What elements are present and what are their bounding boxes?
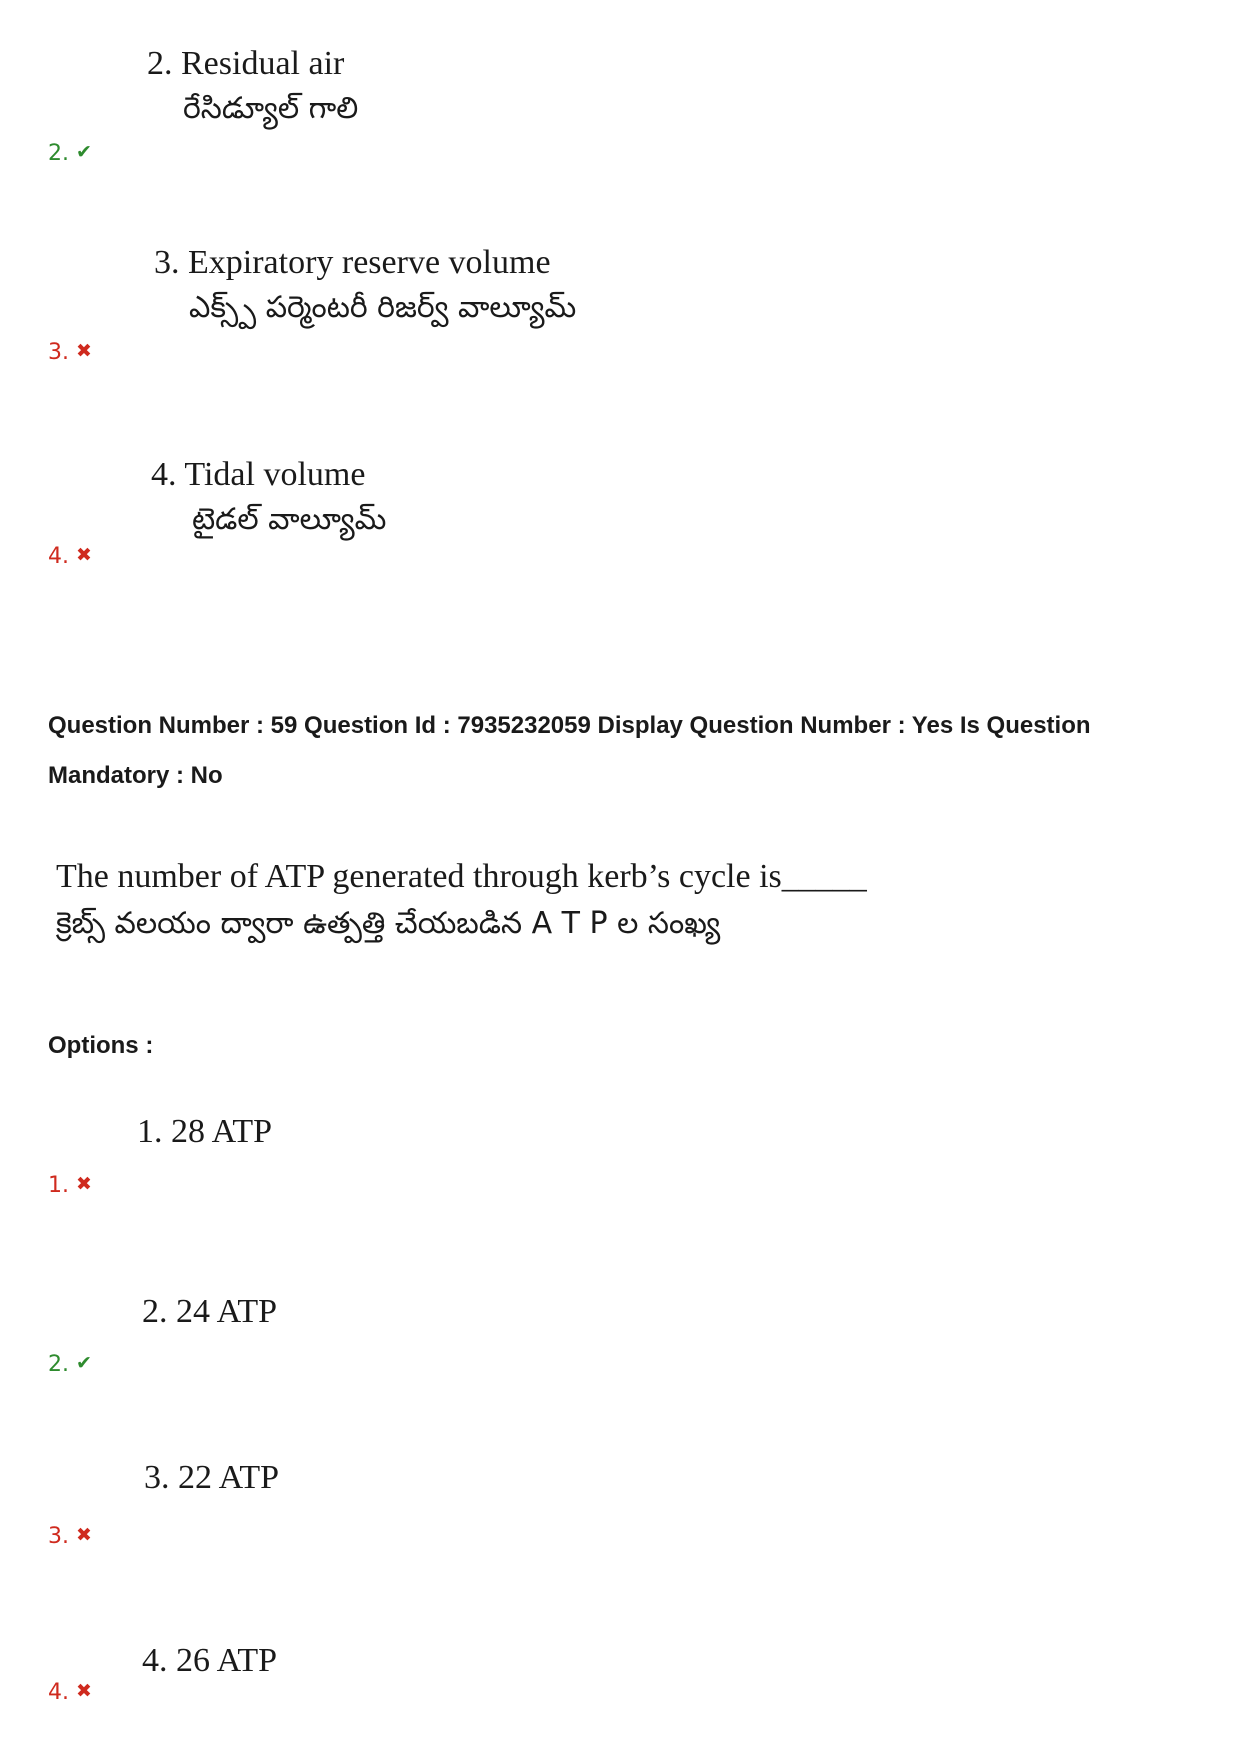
prev-option-telugu-text: టైడల్ వాల్యూమ్	[192, 502, 387, 537]
option-result-marker	[48, 1679, 92, 1705]
option-text: 3. 22 ATP	[144, 1459, 280, 1496]
cross-icon: ✖	[76, 340, 92, 362]
question-header: Question Number : 59 Question Id : 7935232059 Display Question Number : Yes Is Question Mandatory : No	[48, 712, 1091, 789]
prev-option-telugu-text: రేసిడ్యూల్ గాలి	[183, 91, 359, 126]
option-result-marker	[48, 1172, 92, 1198]
option-number-label: 2.	[48, 141, 69, 166]
option-result-marker	[48, 1523, 92, 1549]
question-text: The number of ATP generated through kerb’s cycle is_____	[56, 858, 867, 895]
cross-icon: ✖	[76, 1173, 92, 1195]
prev-option-text: 3. Expiratory reserve volume	[154, 244, 551, 281]
prev-option-text: 4. Tidal volume	[151, 456, 366, 493]
option-number-label: 3.	[48, 340, 69, 365]
option-number-label: 4.	[48, 1680, 69, 1705]
cross-icon: ✖	[76, 544, 92, 566]
cross-icon: ✖	[76, 1680, 92, 1702]
option-text: 1. 28 ATP	[137, 1113, 273, 1150]
option-number-label: 1.	[48, 1173, 69, 1198]
prev-option-result-marker	[48, 140, 92, 166]
prev-option-result-marker	[48, 339, 92, 365]
option-number-label: 2.	[48, 1352, 69, 1377]
prev-option-result-marker	[48, 543, 92, 569]
options-heading: Options :	[48, 1032, 154, 1059]
option-text: 4. 26 ATP	[142, 1642, 278, 1679]
check-icon: ✔	[76, 141, 92, 163]
option-result-marker	[48, 1351, 92, 1377]
option-number-label: 4.	[48, 544, 69, 569]
cross-icon: ✖	[76, 1524, 92, 1546]
prev-option-telugu-text: ఎక్స్ప్ పర్మెంటరీ రిజర్వ్ వాల్యూమ్	[189, 290, 577, 325]
prev-option-text: 2. Residual air	[147, 45, 345, 82]
option-text: 2. 24 ATP	[142, 1293, 278, 1330]
check-icon: ✔	[76, 1352, 92, 1374]
option-number-label: 3.	[48, 1524, 69, 1549]
question-telugu-text: క్రెబ్స్ వలయం ద్వారా ఉత్పత్తి చేయబడిన A T P ల సంఖ్య	[56, 906, 721, 941]
